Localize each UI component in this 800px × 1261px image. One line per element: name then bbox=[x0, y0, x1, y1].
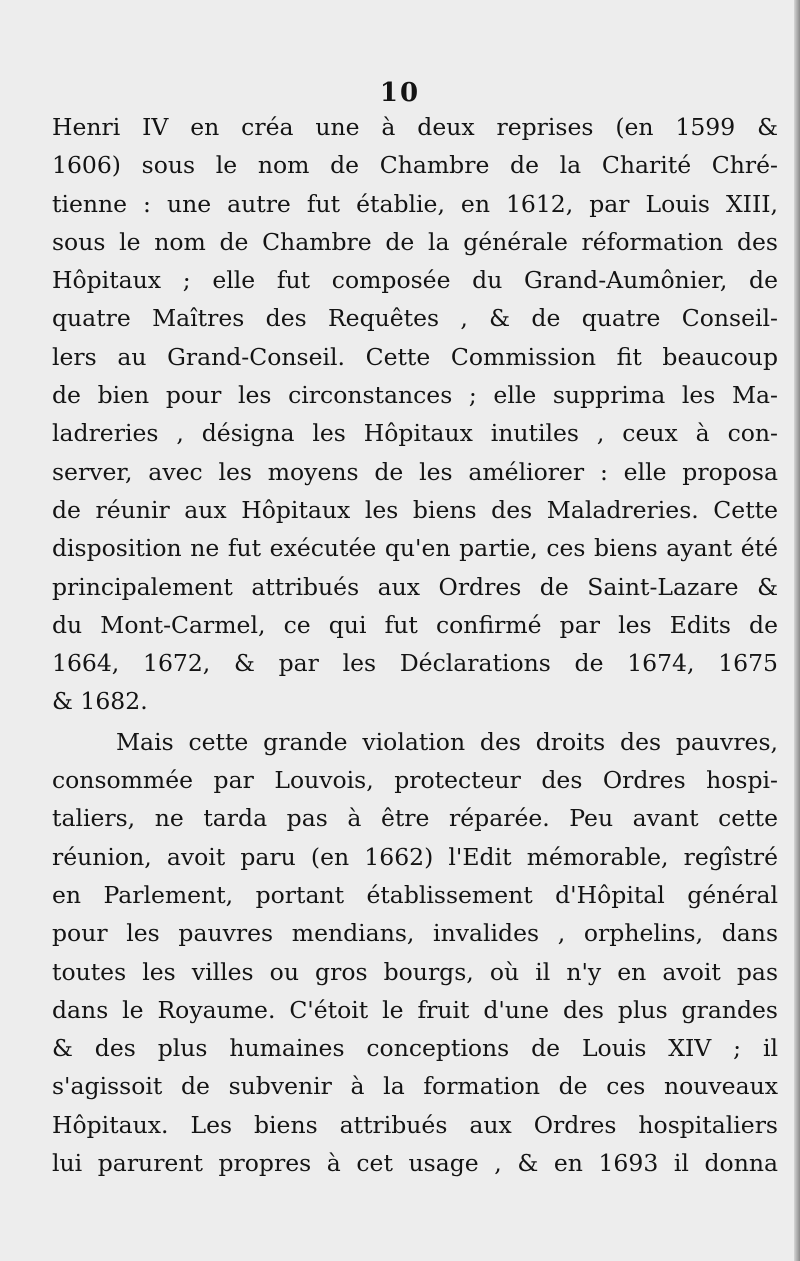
text-line: server, avec les moyens de les améliorer : elle proposa bbox=[52, 457, 778, 486]
text-line: de réunir aux Hôpitaux les biens des Maladreries. Cette bbox=[52, 495, 778, 524]
text-line: tienne : une autre fut établie, en 1612, par Louis XIII, bbox=[52, 189, 778, 218]
text-line: réunion, avoit paru (en 1662) l'Edit mémorable, regîstré bbox=[52, 842, 778, 871]
paragraph-1 bbox=[52, 108, 778, 721]
text-line: Henri IV en créa une à deux reprises (en 1599 & bbox=[52, 113, 778, 141]
text-line: quatre Maîtres des Requêtes , & de quatre Conseil- bbox=[52, 304, 778, 333]
text-line: de bien pour les circonstances ; elle supprima les Ma- bbox=[52, 381, 778, 410]
text-line: s'agissoit de subvenir à la formation de ces nouveaux bbox=[52, 1072, 778, 1101]
text-line: toutes les villes ou gros bourgs, où il n'y en avoit pas bbox=[52, 957, 778, 986]
text-line: taliers, ne tarda pas à être réparée. Peu avant cette bbox=[52, 804, 778, 833]
text-line: Hôpitaux ; elle fut composée du Grand-Aumônier, de bbox=[52, 266, 778, 295]
text-line: Hôpitaux. Les biens attribués aux Ordres hospitaliers bbox=[52, 1110, 778, 1139]
text-line: 1606) sous le nom de Chambre de la Charité Chré- bbox=[52, 151, 778, 180]
text-line: disposition ne fut exécutée qu'en partie, ces biens ayant été bbox=[52, 534, 778, 563]
text-line: principalement attribués aux Ordres de Saint-Lazare & bbox=[52, 572, 778, 601]
page-number: 10 bbox=[379, 78, 421, 108]
text-line: Mais cette grande violation des droits des pauvres, bbox=[116, 727, 778, 756]
text-line: lers au Grand-Conseil. Cette Commission fit beaucoup bbox=[52, 342, 778, 371]
paragraph-2 bbox=[52, 723, 778, 1183]
text-line: & 1682. bbox=[52, 687, 148, 716]
text-line: en Parlement, portant établissement d'Hôpital général bbox=[52, 880, 778, 909]
text-line: dans le Royaume. C'étoit le fruit d'une des plus grandes bbox=[52, 995, 778, 1024]
text-line: ladreries , désigna les Hôpitaux inutiles , ceux à con- bbox=[52, 419, 778, 448]
text-line: 1664, 1672, & par les Déclarations de 1674, 1675 bbox=[52, 649, 778, 678]
text-line: pour les pauvres mendians, invalides , orphelins, dans bbox=[52, 919, 778, 948]
text-line: & des plus humaines conceptions de Louis XIV ; il bbox=[52, 1034, 778, 1063]
text-line: lui parurent propres à cet usage , & en 1693 il donna bbox=[52, 1149, 778, 1178]
text-line: sous le nom de Chambre de la générale réformation des bbox=[52, 227, 778, 256]
page-body bbox=[52, 108, 778, 1182]
text-line: du Mont-Carmel, ce qui fut confirmé par les Edits de bbox=[52, 610, 778, 639]
text-line: consommée par Louvois, protecteur des Ordres hospi- bbox=[52, 766, 778, 795]
